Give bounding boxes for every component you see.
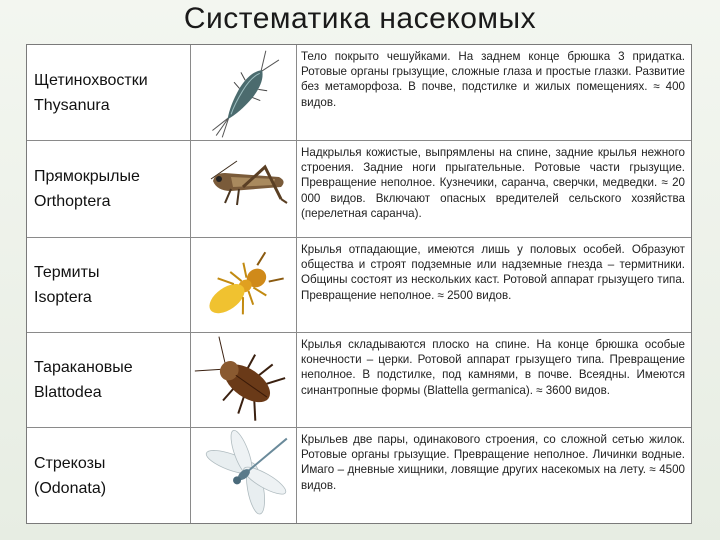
dragonfly-icon: [191, 428, 297, 523]
order-name-cell: [27, 45, 191, 140]
silverfish-icon: [191, 45, 297, 140]
order-name-latin: (Odonata): [34, 479, 107, 497]
order-name-ru: Прямокрылые: [34, 168, 140, 185]
order-description: Крылья отпадающие, имеются лишь у половых особей. Образуют общества и строят подземные или надземные гнезда – термитники. Общины состоят из нескольких каст. Ротовой аппарат грызущего типа. Превращение неполное. ≈ 2500 видов.: [301, 243, 685, 302]
order-description: Тело покрыто чешуйками. На заднем конце брюшка 3 придатка. Ротовые органы грызущие, сложные глаза и простые глазки. Развитие без метаморфоза. В почве, подстилке и жилых помещениях. ≈ 400 видов.: [301, 50, 685, 109]
order-name-cell: [27, 333, 191, 427]
order-name-ru: Таракановые: [34, 359, 133, 376]
order-name-cell: [27, 141, 191, 237]
order-name-latin: Thysanura: [34, 96, 110, 114]
order-name-ru: Щетинохвостки: [34, 71, 148, 89]
order-name-cell: [27, 428, 191, 523]
table-row: [27, 333, 691, 428]
order-name-latin: Orthoptera: [34, 193, 111, 210]
termite-icon: [191, 238, 297, 332]
order-description: Крылья складываются плоско на спине. На конце брюшка особые конечности – церки. Ротовой аппарат грызущего типа. Превращение неполное. В подстилке, под камнями, в почве. Всеядны. Имеются синантропные формы (Blattella germanica). ≈ 3600 видов.: [301, 338, 685, 397]
order-description: Крыльев две пары, одинакового строения, со сложной сетью жилок. Ротовые органы грызущие. Превращение неполное. Личинки водные. Имаго – дневные хищники, ловящие других насекомых на лету. ≈ 4500 видов.: [301, 433, 685, 492]
order-name-ru: Термиты: [34, 264, 100, 281]
order-name-latin: Blattodea: [34, 384, 102, 401]
insect-classification-table: [26, 44, 692, 524]
table-row: [27, 141, 691, 238]
order-name-ru: Стрекозы: [34, 454, 106, 472]
order-name-latin: Isoptera: [34, 289, 92, 306]
order-name-cell: [27, 238, 191, 332]
page-title: Систематика насекомых: [183, 2, 537, 35]
order-description: Надкрылья кожистые, выпрямлены на спине, задние крылья нежного строения. Задние ноги прыгательные. Ротовые части грызущие. Превращение неполное. Кузнечики, саранча, сверчки, медведки. ≈ 20 000 видов. Включают опасных вредителей сельского хозяйства (перелетная саранча).: [301, 146, 685, 220]
table-row: [27, 238, 691, 333]
table-row: [27, 428, 691, 523]
cockroach-icon: [191, 333, 297, 427]
table-row: [27, 45, 691, 141]
grasshopper-icon: [191, 141, 297, 237]
